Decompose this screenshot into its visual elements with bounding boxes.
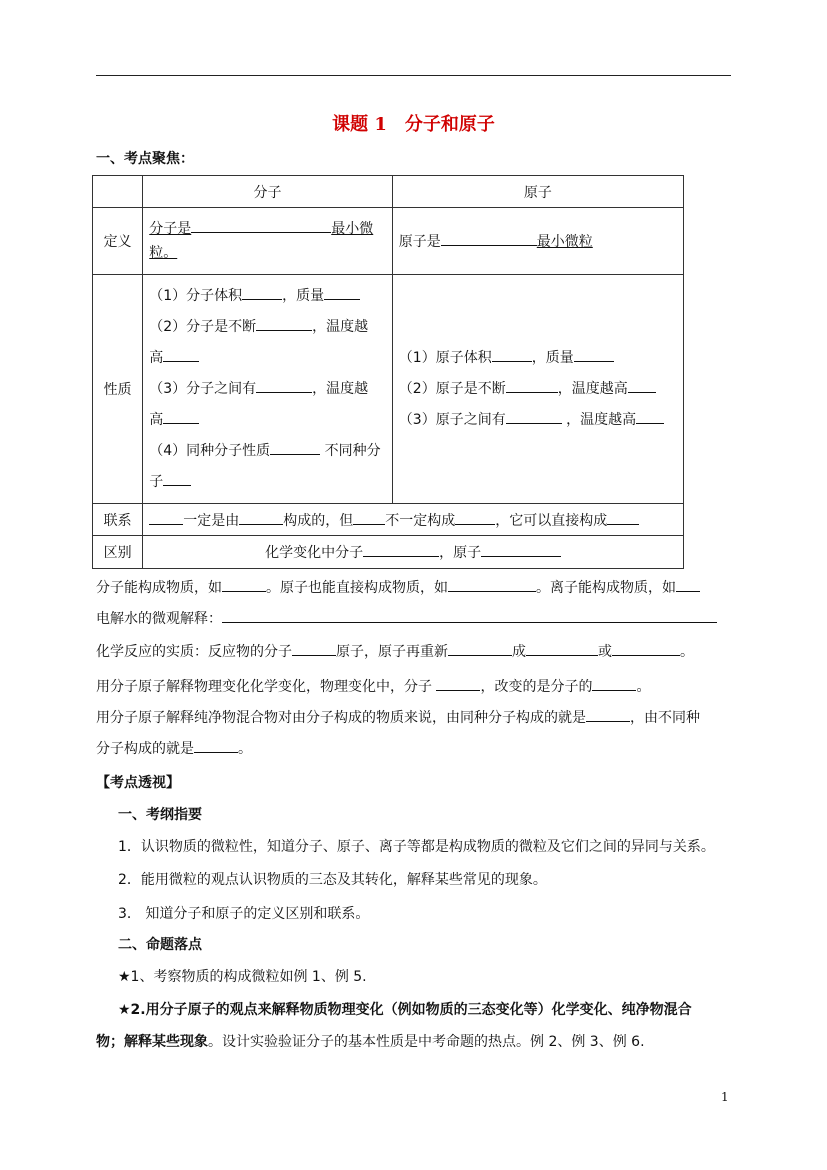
subheading: 一、考纲指要 xyxy=(118,807,202,823)
text-line: 分子能构成物质，如 。原子也能直接构成物质，如 。离子能构成物质，如 xyxy=(96,577,736,597)
header-atom: 原子 xyxy=(392,176,683,208)
header-molecule: 分子 xyxy=(143,176,393,208)
list-item: ★1、考察物质的构成微粒如例 1、例 5. xyxy=(118,969,367,985)
page-number: 1 xyxy=(721,1090,729,1104)
list-item: 1．认识物质的微粒性，知道分子、原子、离子等都是构成物质的微粒及它们之间的异同与关系。 xyxy=(118,839,715,855)
table-header-row xyxy=(93,176,684,208)
relation-cell: 一定是由 构成的，但 不一定构成 ，它可以直接构成 xyxy=(143,504,684,536)
perspective-heading: 【考点透视】 xyxy=(96,775,180,791)
row-label: 定义 xyxy=(93,208,143,275)
difference-cell: 化学变化中分子 ，原子 xyxy=(143,536,684,569)
row-label: 性质 xyxy=(93,275,143,504)
property-row xyxy=(93,275,684,504)
blank xyxy=(441,231,537,246)
text-line: 用分子原子解释物理变化化学变化，物理变化中，分子 ，改变的是分子的 。 xyxy=(96,676,736,696)
atom-definition: 原子是 最小微粒 xyxy=(392,208,683,275)
blank xyxy=(191,218,331,233)
section-heading: 一、考点聚焦： xyxy=(96,151,194,167)
row-label: 区别 xyxy=(93,536,143,569)
list-item: 3． 知道分子和原子的定义区别和联系。 xyxy=(118,906,370,922)
definition-row xyxy=(93,208,684,275)
header-rule xyxy=(96,75,731,76)
subheading: 二、命题落点 xyxy=(118,937,202,953)
list-item: ★2.用分子原子的观点来解释物质物理变化（例如物质的三态变化等）化学变化、纯净物混合 xyxy=(118,1002,692,1018)
text-line: 分子构成的就是 。 xyxy=(96,738,736,758)
page-title: 课题 1 分子和原子 xyxy=(332,114,495,135)
molecule-properties: （1）分子体积 ，质量 （2）分子是不断 ，温度越 高 （3）分子之间有 ，温度越 高 （4）同种分子性质 不同种分 子 xyxy=(143,275,393,504)
molecule-definition: 分子是 最小微 粒。 xyxy=(143,208,393,275)
list-item: 2．能用微粒的观点认识物质的三态及其转化，解释某些常见的现象。 xyxy=(118,872,547,888)
text-line: 化学反应的实质：反应物的分子 原子，原子再重新 成 或 。 xyxy=(96,641,736,661)
text-line: 电解水的微观解释： xyxy=(96,608,736,628)
list-item: 物；解释某些现象。设计实验验证分子的基本性质是中考命题的热点。例 2、例 3、例 6. xyxy=(96,1034,645,1050)
relation-row xyxy=(93,504,684,536)
row-label: 联系 xyxy=(93,504,143,536)
comparison-table xyxy=(92,175,684,569)
difference-row xyxy=(93,536,684,569)
atom-properties: （1）原子体积 ，质量 （2）原子是不断 ，温度越高 （3）原子之间有 ，温度越高 xyxy=(392,275,683,504)
text-line: 用分子原子解释纯净物混合物对由分子构成的物质来说，由同种分子构成的就是 ，由不同种 xyxy=(96,707,736,727)
